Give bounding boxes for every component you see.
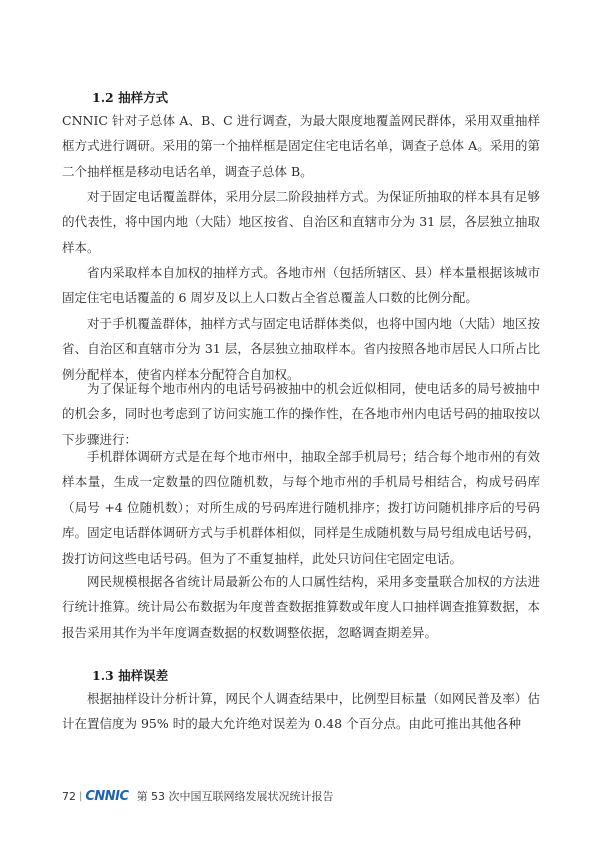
footer-separator: | <box>79 790 83 802</box>
section-title-sampling-error: 1.3 抽样误差 <box>92 668 169 683</box>
paragraph: 网民规模根据各省统计局最新公布的人口属性结构，采用多变量联合加权的方法进行统计推算。统计局公布数据为年度普查数据推算数或年度人口抽样调查推算数据，本报告采用其作为半年度调查数据的权数调整依据，忽略调查期差异。 <box>62 574 540 640</box>
page-number: 72 <box>62 789 76 803</box>
cnnic-logo: CNNIC <box>85 788 129 804</box>
paragraph: 根据抽样设计分析计算，网民个人调查结果中，比例型目标量（如网民普及率）估计在置信度为 95% 时的最大允许绝对误差为 0.48 个百分点。由此可推出其他各种 <box>62 691 540 732</box>
section-title-sampling-method: 1.2 抽样方式 <box>92 90 169 105</box>
paragraph: 对于手机覆盖群体，抽样方式与固定电话群体类似，也将中国内地（大陆）地区按省、自治区和直辖市分为 31 层，各层独立抽取样本。省内按照各地市居民人口所占比例分配样本，使省内样本分配符合自加权。 <box>62 316 540 382</box>
paragraph: 手机群体调研方式是在每个地市州中，抽取全部手机局号；结合每个地市州的有效样本量，生成一定数量的四位随机数，与每个地市州的手机局号相结合，构成号码库（局号 +4 位随机数）；对所生成的号码库进行随机排序；拨打访问随机排序后的号码库。固定电话群体调研方式与手机群体相似，同样是生成随机数与局号组成电话号码，拨打访问这些电话号码。但为了不重复抽样，此处只访问住宅固定电话。 <box>62 449 540 566</box>
paragraph: 省内采取样本自加权的抽样方式。各地市州（包括所辖区、县）样本量根据该城市固定住宅电话覆盖的 6 周岁及以上人口数占全省总覆盖人口数的比例分配。 <box>62 265 540 306</box>
paragraph: 对于固定电话覆盖群体，采用分层二阶段抽样方式。为保证所抽取的样本具有足够的代表性，将中国内地（大陆）地区按省、自治区和直辖市分为 31 层，各层独立抽取样本。 <box>62 189 540 255</box>
report-title: 第 53 次中国互联网络发展状况统计报告 <box>136 790 334 803</box>
paragraph: 为了保证每个地市州内的电话号码被抽中的机会近似相同，使电话多的局号被抽中的机会多，同时也考虑到了访问实施工作的操作性，在各地市州内电话号码的抽取按以下步骤进行： <box>62 381 540 447</box>
paragraph: CNNIC 针对子总体 A、B、C 进行调查，为最大限度地覆盖网民群体，采用双重抽样框方式进行调研。采用的第一个抽样框是固定住宅电话名单，调查子总体 A。采用的第二个抽样框是移动电话名单，调查子总体 B。 <box>62 113 540 179</box>
page-footer <box>62 786 334 806</box>
